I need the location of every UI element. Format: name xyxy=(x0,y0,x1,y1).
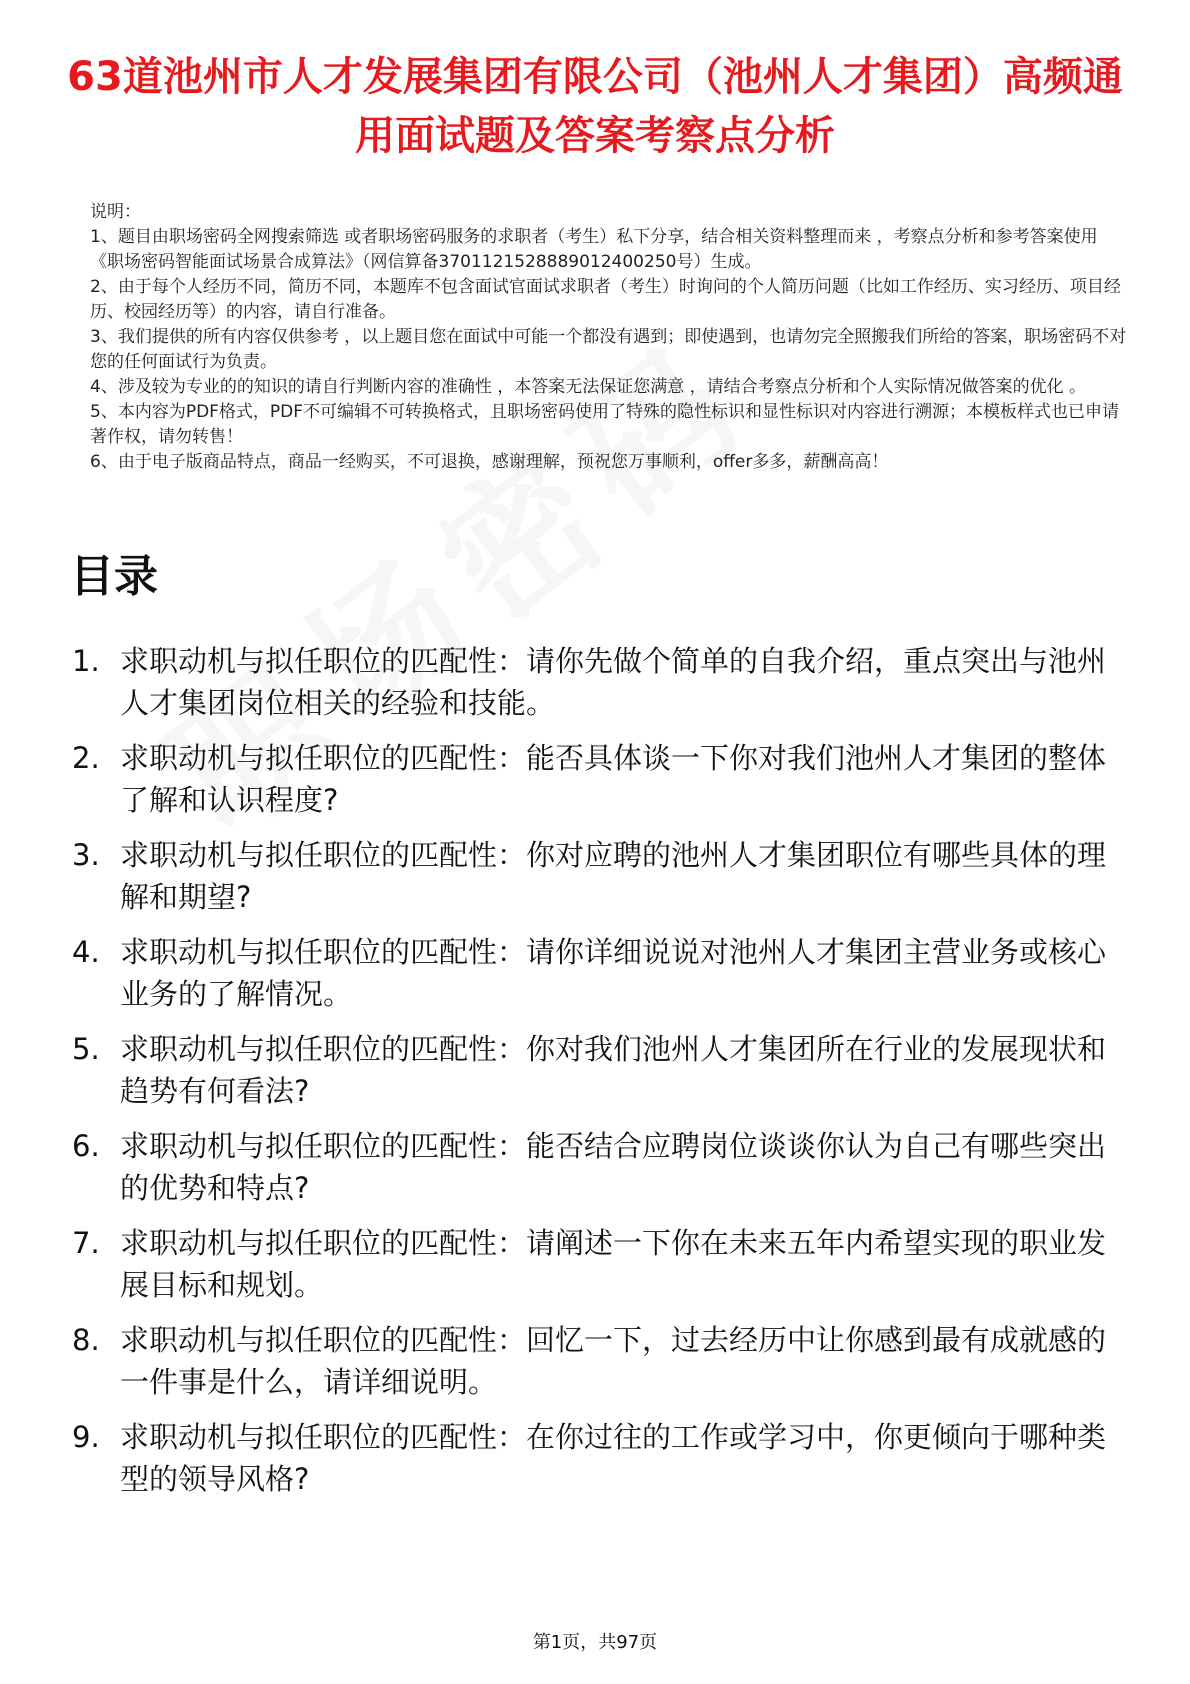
note-item: 2、由于每个人经历不同，简历不同，本题库不包含面试官面试求职者（考生）时询问的个人简历问题（比如工作经历、实习经历、项目经历、校园经历等）的内容，请自行准备。 xyxy=(90,277,1121,322)
document-title: 63道池州市人才发展集团有限公司（池州人才集团）高频通用面试题及答案考察点分析 xyxy=(67,54,1123,159)
toc-item[interactable] xyxy=(72,1028,1132,1112)
notes-heading: 说明： xyxy=(90,202,141,222)
toc-item-text: 求职动机与拟任职位的匹配性：能否结合应聘岗位谈谈你认为自己有哪些突出的优势和特点? xyxy=(120,1129,1107,1205)
toc-item[interactable] xyxy=(72,931,1132,1015)
toc-item-number: 5. xyxy=(72,1032,100,1066)
toc-item-text: 求职动机与拟任职位的匹配性：请阐述一下你在未来五年内希望实现的职业发展目标和规划。 xyxy=(120,1226,1107,1302)
note-item: 1、题目由职场密码全网搜索筛选 或者职场密码服务的求职者（考生）私下分享，结合相关资料整理而来 ，考察点分析和参考答案使用《职场密码智能面试场景合成算法》（网信算备3701121528889012400250号）生成。 xyxy=(90,227,1098,272)
toc-item-text: 求职动机与拟任职位的匹配性：你对应聘的池州人才集团职位有哪些具体的理解和期望? xyxy=(120,838,1107,914)
toc-item-text: 求职动机与拟任职位的匹配性：在你过往的工作或学习中，你更倾向于哪种类型的领导风格? xyxy=(120,1420,1107,1496)
toc-item-text: 求职动机与拟任职位的匹配性：请你详细说说对池州人才集团主营业务或核心业务的了解情况。 xyxy=(120,935,1107,1011)
page-footer: 第1页，共97页 xyxy=(532,1632,658,1653)
toc-item-number: 6. xyxy=(72,1129,100,1163)
toc-item[interactable] xyxy=(72,1319,1132,1403)
toc-item-number: 2. xyxy=(72,741,100,775)
note-item: 5、本内容为PDF格式，PDF不可编辑不可转换格式，且职场密码使用了特殊的隐性标识和显性标识对内容进行溯源；本模板样式也已申请著作权，请勿转售！ xyxy=(90,402,1120,447)
toc-item[interactable] xyxy=(72,1416,1132,1500)
toc-item[interactable] xyxy=(72,1222,1132,1306)
note-item: 4、涉及较为专业的的知识的请自行判断内容的准确性 ，本答案无法保证您满意 ，请结合考察点分析和个人实际情况做答案的优化 。 xyxy=(90,377,1087,397)
toc-item[interactable] xyxy=(72,640,1132,724)
toc-heading: 目录 xyxy=(70,551,158,602)
toc-item-number: 3. xyxy=(72,838,100,872)
toc-item-number: 9. xyxy=(72,1420,100,1454)
toc-item-text: 求职动机与拟任职位的匹配性：你对我们池州人才集团所在行业的发展现状和趋势有何看法? xyxy=(120,1032,1107,1108)
toc-item-text: 求职动机与拟任职位的匹配性：请你先做个简单的自我介绍，重点突出与池州人才集团岗位相关的经验和技能。 xyxy=(120,644,1107,720)
toc-item-number: 7. xyxy=(72,1226,100,1260)
toc-item-number: 4. xyxy=(72,935,100,969)
toc-item[interactable] xyxy=(72,737,1132,821)
toc-item-text: 求职动机与拟任职位的匹配性：能否具体谈一下你对我们池州人才集团的整体了解和认识程度? xyxy=(120,741,1107,817)
note-item: 3、我们提供的所有内容仅供参考 ，以上题目您在面试中可能一个都没有遇到；即使遇到，也请勿完全照搬我们所给的答案，职场密码不对您的任何面试行为负责。 xyxy=(90,327,1127,372)
toc-item[interactable] xyxy=(72,1125,1132,1209)
toc-item-number: 1. xyxy=(72,644,100,678)
toc-item[interactable] xyxy=(72,834,1132,918)
toc-item-number: 8. xyxy=(72,1323,100,1357)
notes-section xyxy=(90,200,1130,475)
table-of-contents xyxy=(72,640,1132,1513)
note-item: 6、由于电子版商品特点，商品一经购买，不可退换，感谢理解，预祝您万事顺利，offer多多，薪酬高高！ xyxy=(90,452,889,472)
toc-item-text: 求职动机与拟任职位的匹配性：回忆一下，过去经历中让你感到最有成就感的一件事是什么，请详细说明。 xyxy=(120,1323,1107,1399)
